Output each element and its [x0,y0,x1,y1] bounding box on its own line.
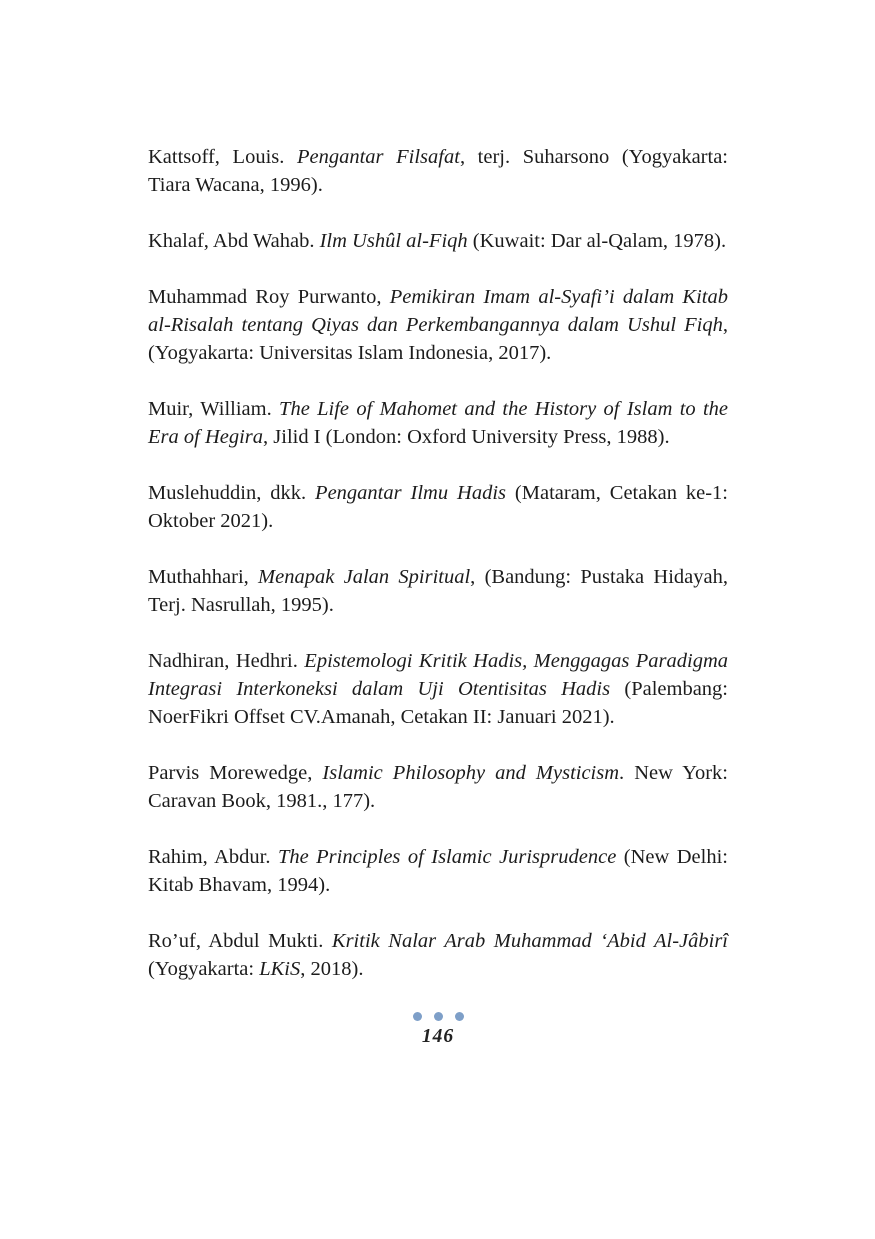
reference-title-segment: The Life of Mahomet and the History of Islam to the Era of Hegira [148,398,728,448]
reference-text-segment: (Kuwait: Dar al-Qalam, 1978). [467,230,727,252]
reference-title-segment: Menapak Jalan Spiritual [258,566,471,588]
reference-text-segment: Nadhiran, Hedhri. [148,650,305,672]
reference-text-segment: , (Bandung: Pustaka Hidayah, Terj. Nasrullah, 1995). [148,566,728,616]
reference-text-segment: , 2018). [300,958,364,980]
page-content [148,143,728,1048]
reference-text-segment: (Palembang: NoerFikri Offset CV.Amanah, Cetakan II: Januari 2021). [148,678,728,728]
page-number: 146 [421,1026,455,1047]
reference-title-segment: Pemikiran Imam al-Syafi’i dalam Kitab al-Risalah tentang Qiyas dan Perkembangannya dalam Ushul Fiqh [148,286,728,336]
reference-title-segment: Pengantar Ilmu Hadis [315,482,506,504]
reference-title-segment: The Principles of Islamic Jurisprudence [277,846,617,868]
reference-text-segment: Khalaf, Abd Wahab. [148,230,320,252]
reference-text-segment: . New York: Caravan Book, 1981., 177). [148,762,729,812]
reference-entry [148,647,728,731]
reference-entry [148,843,728,899]
reference-title-segment: Kritik Nalar Arab Muhammad ‘Abid Al-Jâbirî [331,930,728,952]
reference-text-segment: Muthahhari, [148,566,259,588]
page-footer [148,1011,728,1048]
reference-entry [148,227,728,255]
ornament-dot-icon [434,1012,443,1021]
ornament-dot-icon [455,1012,464,1021]
reference-text-segment: Muhammad Roy Purwanto, [148,286,390,308]
reference-text-segment: (Yogyakarta: [148,958,260,980]
reference-text-segment: Muir, William. [148,398,280,420]
footer-ornament [148,1011,728,1021]
reference-title-segment: Epistemologi Kritik Hadis, Menggagas Paradigma Integrasi Interkoneksi dalam Uji Otentisitas Hadis [148,650,729,700]
reference-entry [148,143,728,199]
reference-text-segment: (New Delhi: Kitab Bhavam, 1994). [148,846,728,896]
ornament-dot-icon [413,1012,422,1021]
reference-entry [148,479,728,535]
reference-text-segment: Parvis Morewedge, [148,762,323,784]
reference-title-segment: LKiS [259,958,301,980]
reference-title-segment: Pengantar Filsafat [296,146,460,168]
reference-text-segment: Kattsoff, Louis. [148,146,297,168]
reference-entry [148,563,728,619]
reference-text-segment: (Mataram, Cetakan ke-1: Oktober 2021). [148,482,728,532]
reference-entry [148,759,728,815]
references-list [148,143,728,983]
reference-entry [148,283,728,367]
reference-text-segment: Muslehuddin, dkk. [148,482,316,504]
reference-entry [148,395,728,451]
reference-entry [148,927,728,983]
reference-text-segment: , Jilid I (London: Oxford University Press, 1988). [263,426,670,448]
reference-text-segment: Ro’uf, Abdul Mukti. [148,930,332,952]
reference-text-segment: , (Yogyakarta: Universitas Islam Indonesia, 2017). [148,314,728,364]
reference-text-segment: Rahim, Abdur. [148,846,278,868]
reference-title-segment: Ilm Ushûl al-Fiqh [319,230,468,252]
reference-title-segment: Islamic Philosophy and Mysticism [322,762,620,784]
reference-text-segment: , terj. Suharsono (Yogyakarta: Tiara Wacana, 1996). [148,146,728,196]
